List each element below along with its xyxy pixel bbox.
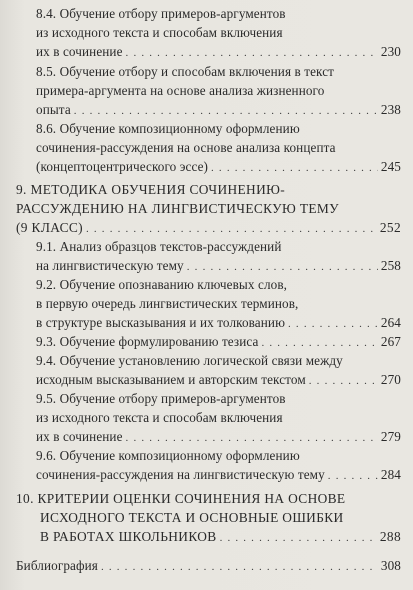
toc-9-3-line-1: 9.3. Обучение формулированию тезиса [36,334,259,349]
toc-9-4-line-2: исходным высказыванием и авторским текстом [36,372,306,387]
toc-9-2-line-2: в первую очередь лингвистических терминов, [36,296,299,311]
toc-9-5-page: 279 [380,429,401,444]
bibliography-page: 308 [380,558,401,573]
toc-8-5-page: 238 [380,102,401,117]
toc-9-2-line-3: в структуре высказывания и их толкованию [36,315,286,330]
toc-8-6-page: 245 [380,159,401,174]
toc-9-5-line-3: их в сочинение [36,429,123,444]
toc-9-6-row [36,465,401,484]
chapter-9-page: 252 [379,220,401,235]
toc-8-4-line-1: 8.4. Обучение отбору примеров-аргументов [36,6,286,21]
toc-9-6-line-1: 9.6. Обучение композиционному оформлению [36,448,300,463]
toc-9-1-row [36,256,401,275]
chapter-9-row [16,218,401,237]
chapter-10-line-2: ИСХОДНОГО ТЕКСТА И ОСНОВНЫЕ ОШИБКИ [40,510,344,525]
toc-8-6-line-2: сочинения-рассуждения на основе анализа концепта [36,140,336,155]
toc-8-4-line-2: из исходного текста и способам включения [36,25,283,40]
chapter-9-line-2: РАССУЖДЕНИЮ НА ЛИНГВИСТИЧЕСКУЮ ТЕМУ [16,201,339,216]
leader-dots [309,372,378,391]
toc-8-5-line-1: 8.5. Обучение отбору и способам включения в текст [36,64,335,79]
toc-9-1-line-1: 9.1. Анализ образцов текстов-рассуждений [36,239,282,254]
bibliography-row [16,556,401,575]
toc-8-4-page: 230 [380,44,401,59]
leader-dots [328,467,378,486]
bibliography-title: Библиография [16,558,98,573]
toc-8-6-line-3: (концептоцентрического эссе) [36,159,209,174]
toc-9-4-row [36,370,401,389]
toc-8-4-line-3: их в сочинение [36,44,123,59]
toc-9-3-row [36,332,401,351]
toc-9-3-page: 267 [380,334,401,349]
chapter-10-line-1: 10. КРИТЕРИИ ОЦЕНКИ СОЧИНЕНИЯ НА ОСНОВЕ [16,491,346,506]
toc-8-4-row [36,42,401,61]
toc-9-1-line-2: на лингвистическую тему [36,258,184,273]
toc-8-5-line-3: опыта [36,102,71,117]
chapter-9-line-1: 9. МЕТОДИКА ОБУЧЕНИЯ СОЧИНЕНИЮ- [16,182,286,197]
toc-9-6-page: 284 [380,467,401,482]
toc-8-6-line-1: 8.6. Обучение композиционному оформлению [36,121,300,136]
toc-8-5-line-2: примера-аргумента на основе анализа жизненного [36,83,325,98]
chapter-10-line-3: В РАБОТАХ ШКОЛЬНИКОВ [40,529,217,544]
chapter-10-row [40,527,401,546]
toc-9-2-page: 264 [380,315,401,330]
leader-dots [126,44,378,63]
chapter-9-line-3: (9 КЛАСС) [16,220,83,235]
toc-9-4-page: 270 [380,372,401,387]
toc-8-6-row [36,157,401,176]
leader-dots [101,558,378,577]
leader-dots [211,159,378,178]
chapter-10-page: 288 [379,529,401,544]
toc-9-6-line-2: сочинения-рассуждения на лингвистическую тему [36,467,325,482]
toc-8-5-row [36,100,401,119]
toc-9-2-line-1: 9.2. Обучение опознаванию ключевых слов, [36,277,288,292]
toc-9-1-page: 258 [380,258,401,273]
toc-9-5-row [36,427,401,446]
leader-dots [220,529,377,548]
toc-9-4-line-1: 9.4. Обучение установлению логической связи между [36,353,343,368]
toc-9-5-line-1: 9.5. Обучение отбору примеров-аргументов [36,391,286,406]
toc-9-5-line-2: из исходного текста и способам включения [36,410,283,425]
toc-9-2-row [36,313,401,332]
